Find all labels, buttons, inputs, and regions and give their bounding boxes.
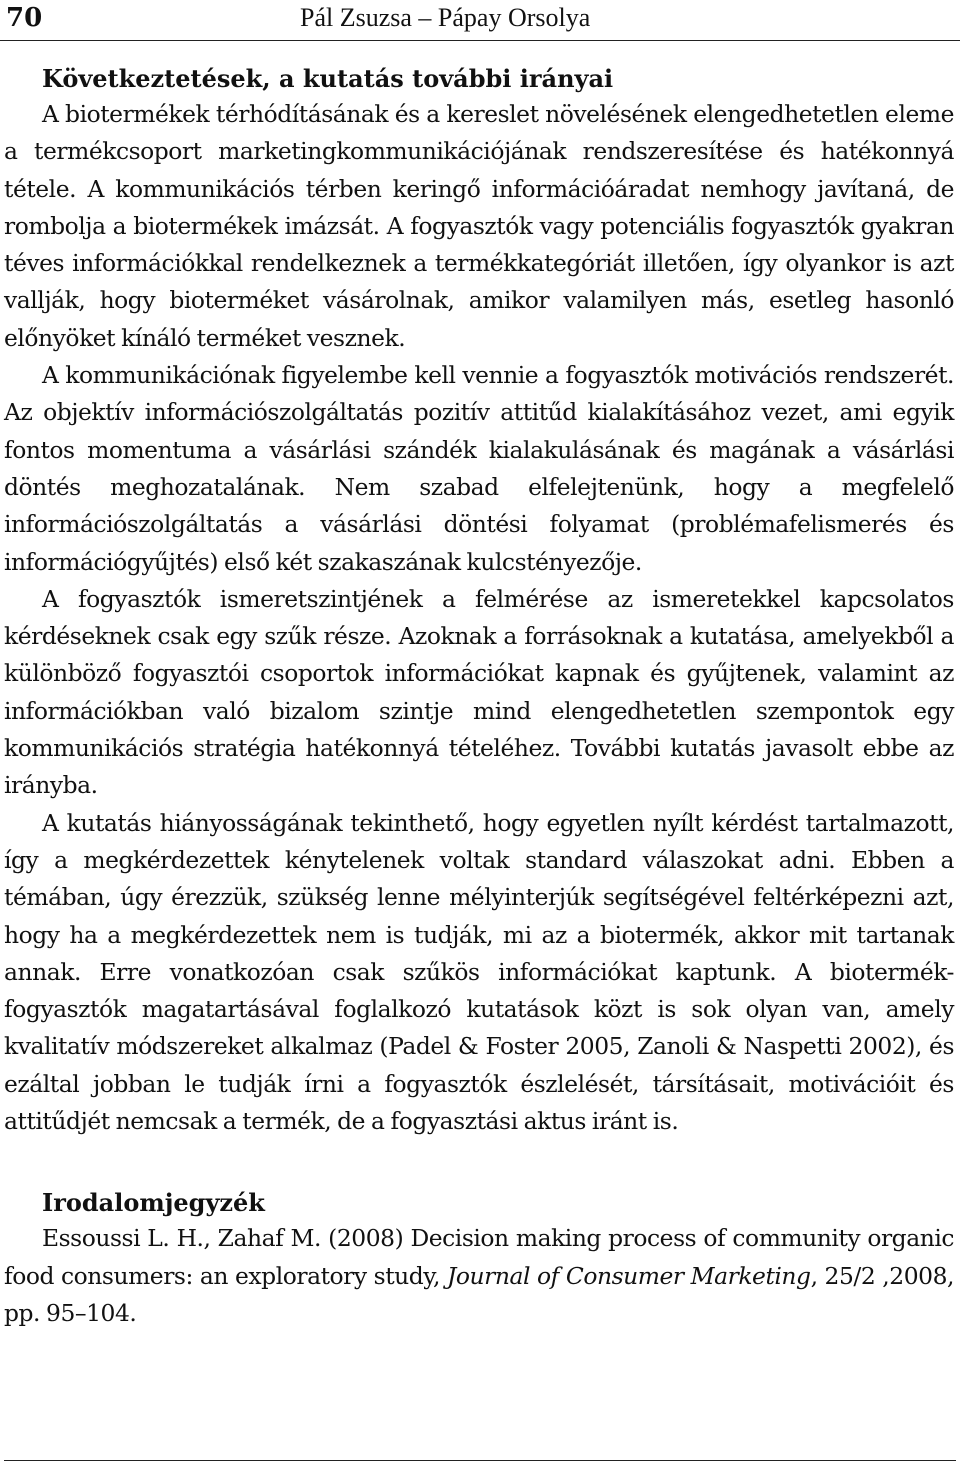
body-paragraph: A kutatás hiányosságának tekinthető, hogy egyetlen nyílt kérdést tartalmazott, így a megkérdezettek kénytelenek voltak standard válaszokat adni. Ebben a témában, úgy érezzük, szükség lenne mélyinterjúk segítségével feltérképezni azt, hogy ha a megkérdezettek nem is tudják, mi az a biotermék, akkor mit tartanak annak. Erre vonatkozóan csak szűkös információkat kaptunk. A biotermék-fogyasztók magatartásával foglalkozó kutatások közt is sok olyan van, amely kvalitatív módszereket alkalmaz (Padel & Foster 2005, Zanoli & Naspetti 2002), és ezáltal jobban le tudják írni a fogyasztók észlelését, társításait, motivációit és attitűdjét nemcsak a termék, de a fogyasztási aktus iránt is. — [4, 808, 954, 1136]
section-heading: Következtetések, a kutatás további irányai — [42, 64, 614, 93]
main-content — [4, 62, 954, 1332]
bottom-rule — [4, 1460, 956, 1461]
reference-entry — [4, 1220, 954, 1332]
reference-journal: Journal of Consumer Marketing — [446, 1261, 811, 1290]
references-heading: Irodalomjegyzék — [42, 1188, 265, 1218]
body-paragraph: A fogyasztók ismeretszintjének a felmérése az ismeretekkel kapcsolatos kérdéseknek csak egy szűk része. Azoknak a forrásoknak a kutatása, amelyekből a különböző fogyasztói csoportok információkat kapnak és gyűjtenek, valamint az információkban való bizalom szintje mind elengedhetetlen szempontok egy kommunikációs stratégia hatékonnyá tételéhez. További kutatás javasolt ebbe az irányba. — [4, 584, 954, 800]
body-paragraph: A biotermékek térhódításának és a kereslet növelésének elengedhetetlen eleme a termékcsoport marketingkommunikációjának rendszeresítése és hatékonnyá tétele. A kommunikációs térben keringő információáradat nemhogy javítaná, de rombolja a biotermékek imázsát. A fogyasztók vagy potenciális fogyasztók gyakran téves információkkal rendelkeznek a termékkategóriát illetően, így olyankor is azt vallják, hogy bioterméket vásárolnak, amikor valamilyen más, esetleg hasonló előnyöket kínáló terméket vesznek. — [4, 100, 954, 352]
page-number: 70 — [6, 3, 43, 33]
reference-text: Essoussi L. H., Zahaf M. (2008) Decision making process of community organic food consumers: an exploratory study, — [4, 1224, 954, 1290]
running-header — [0, 0, 960, 41]
body-paragraph: A kommunikációnak figyelembe kell vennie a fogyasztók motivációs rendszerét. Az objektív információszolgáltatás pozitív attitűd kialakításához vezet, ami egyik fontos momentuma a vásárlási szándék kialakulásának és magának a vásárlási döntés meghozatalának. Nem szabad elfelejtenünk, hogy a megfelelő információszolgáltatás a vásárlási döntési folyamat (problémafelismerés és információgyűjtés) első két szakaszának kulcstényezője. — [4, 361, 954, 576]
reference-tail: , 25/2 ,2008, pp. 95–104. — [4, 1261, 954, 1327]
running-header-authors: Pál Zsuzsa – Pápay Orsolya — [300, 3, 591, 32]
